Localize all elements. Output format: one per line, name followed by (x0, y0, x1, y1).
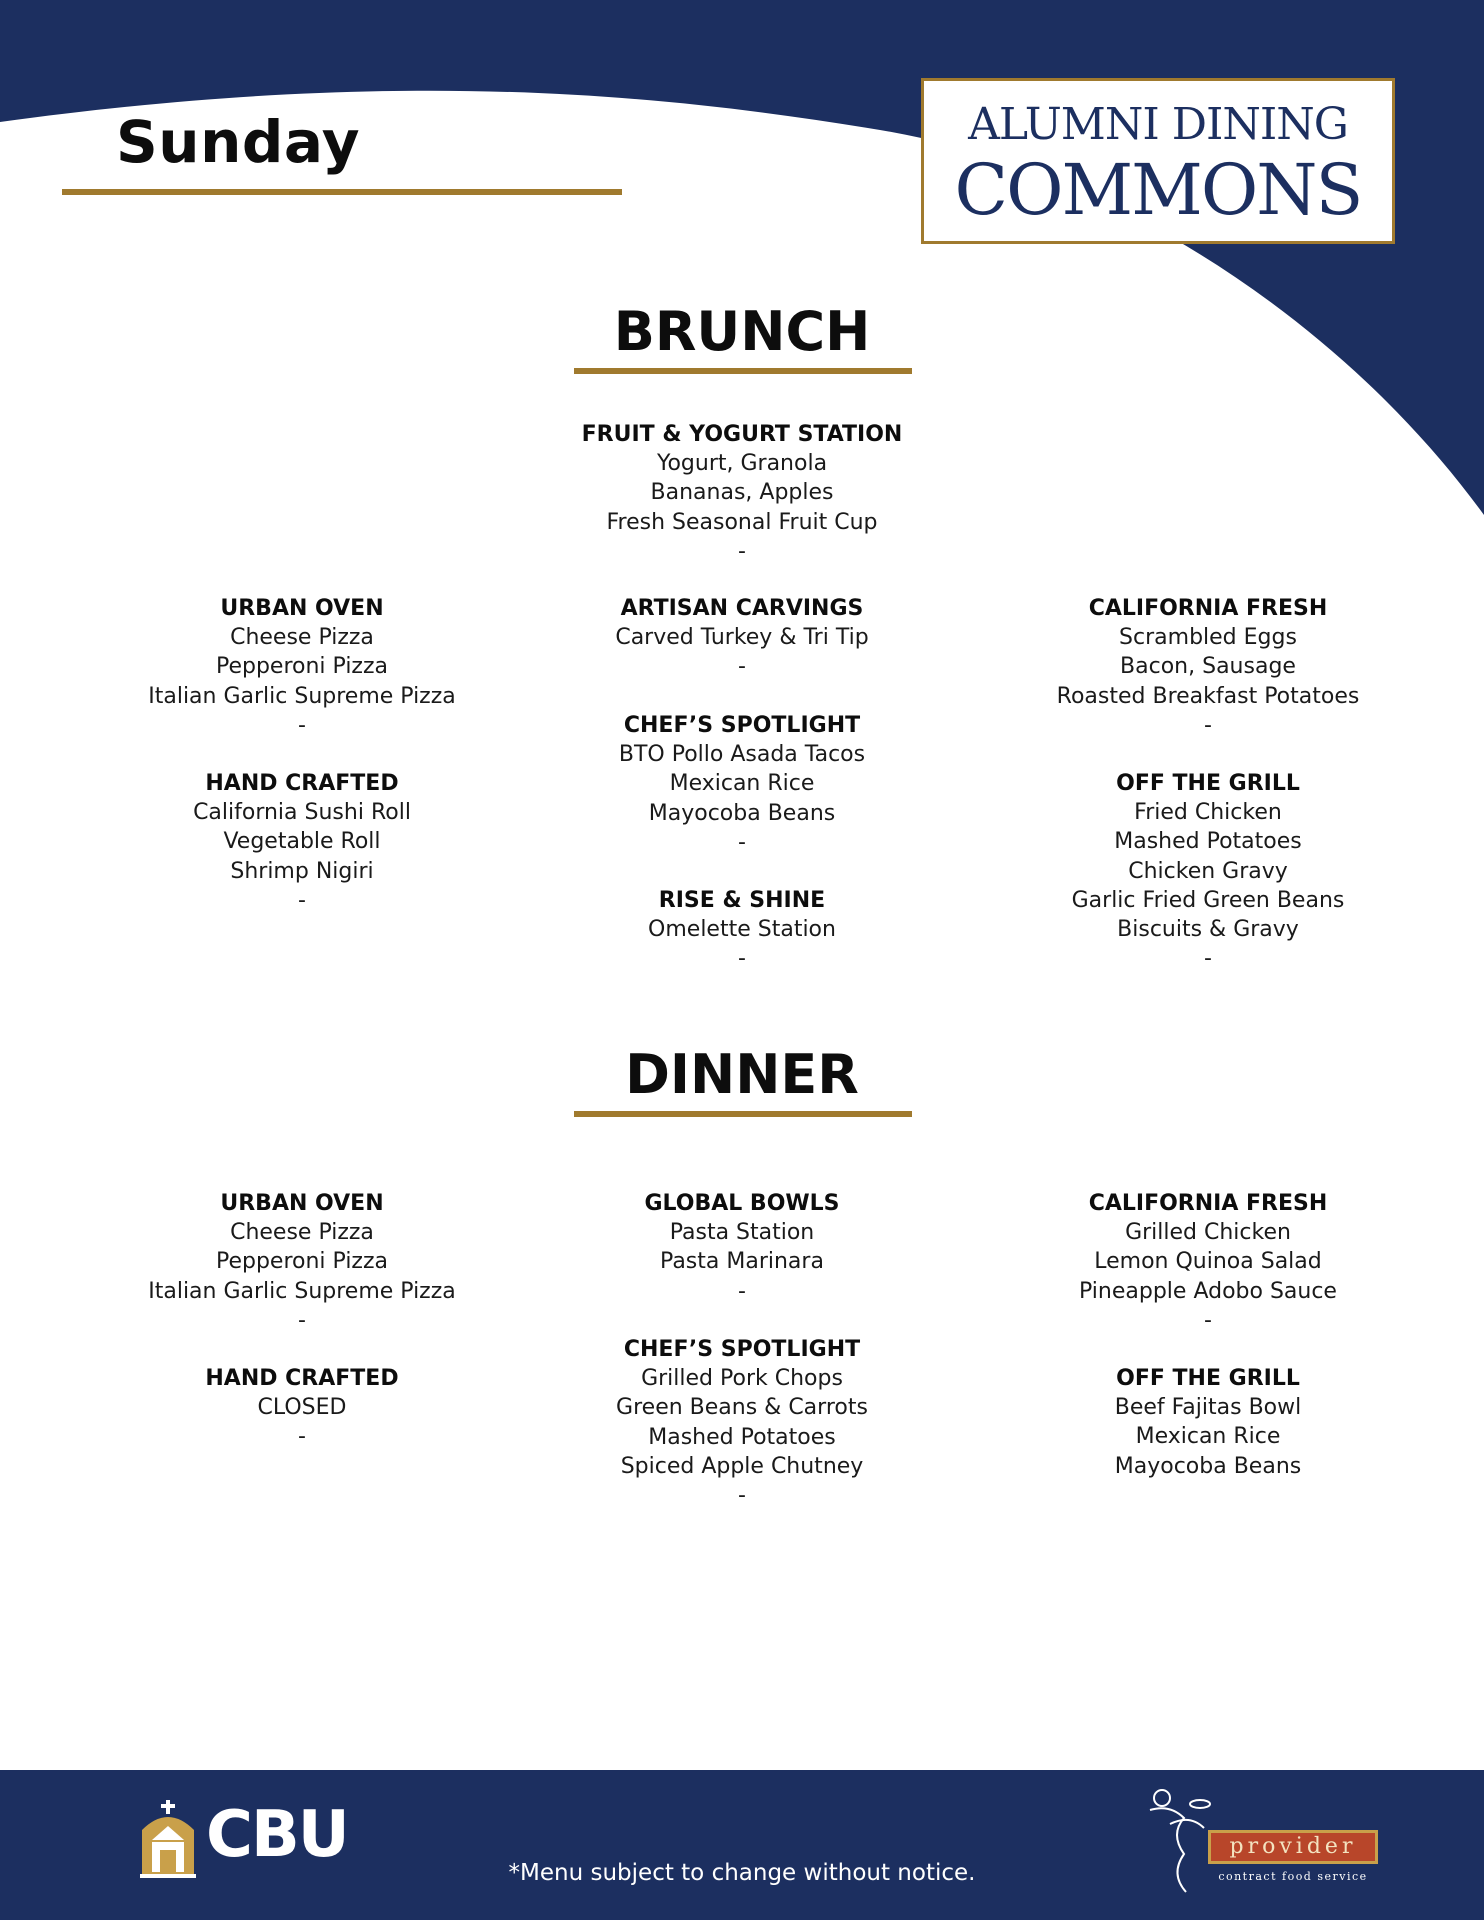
menu-item: Cheese Pizza (230, 625, 374, 651)
station-name: HAND CRAFTED (205, 1366, 399, 1391)
menu-item: Pepperoni Pizza (215, 1249, 389, 1275)
menu-disclaimer: *Menu subject to change without notice. (508, 1860, 976, 1886)
menu-item: - (738, 654, 746, 680)
menu-item: - (298, 1307, 306, 1333)
menu-item: BTO Pollo Asada Tacos (618, 742, 866, 768)
station-fruit-yogurt (512, 420, 972, 566)
brunch-underline (574, 368, 912, 374)
menu-item: - (1204, 1307, 1212, 1333)
station-chefs-spotlight-dinner (512, 1335, 972, 1510)
station-name: OFF THE GRILL (1116, 1366, 1300, 1391)
menu-item: Carved Turkey & Tri Tip (615, 625, 869, 651)
station-urban-oven-brunch (72, 594, 532, 740)
menu-item: - (738, 1483, 746, 1509)
footer (0, 1770, 1484, 1920)
station-name: CALIFORNIA FRESH (1088, 596, 1328, 621)
menu-item: Roasted Breakfast Potatoes (1056, 683, 1360, 709)
menu-item: Green Beans & Carrots (616, 1395, 868, 1421)
station-name: GLOBAL BOWLS (644, 1191, 840, 1216)
menu-item: - (738, 1278, 746, 1304)
menu-item: - (1204, 712, 1212, 738)
station-name: RISE & SHINE (658, 888, 826, 913)
cbu-wordmark: CBU (206, 1798, 348, 1872)
station-name: URBAN OVEN (220, 596, 384, 621)
station-name: CALIFORNIA FRESH (1088, 1191, 1328, 1216)
menu-item: Mexican Rice (669, 771, 815, 797)
menu-item: - (1204, 946, 1212, 972)
menu-item: Cheese Pizza (230, 1220, 374, 1246)
menu-item: Beef Fajitas Bowl (1114, 1395, 1302, 1421)
menu-item: Pasta Station (669, 1220, 815, 1246)
menu-item: Yogurt, Granola (656, 451, 828, 477)
alumni-dining-commons-logo (921, 78, 1395, 244)
station-chefs-spotlight-brunch (512, 711, 972, 857)
menu-item: Mexican Rice (1135, 1424, 1281, 1450)
menu-item: Pasta Marinara (660, 1249, 824, 1275)
menu-item: Garlic Fried Green Beans (1071, 887, 1345, 913)
provider-wordmark: provider (1208, 1830, 1378, 1864)
menu-item: Pineapple Adobo Sauce (1079, 1278, 1337, 1304)
menu-item: Shrimp Nigiri (230, 858, 374, 884)
station-name: CHEF’S SPOTLIGHT (623, 1337, 861, 1362)
menu-item: Grilled Chicken (1125, 1220, 1291, 1246)
station-california-fresh-brunch (978, 594, 1438, 740)
menu-item: Scrambled Eggs (1119, 625, 1297, 651)
station-name: URBAN OVEN (220, 1191, 384, 1216)
station-off-the-grill-dinner (978, 1364, 1438, 1481)
menu-item: Mashed Potatoes (648, 1424, 836, 1450)
station-name: OFF THE GRILL (1116, 771, 1300, 796)
menu-item: Spiced Apple Chutney (620, 1453, 864, 1479)
menu-item: - (298, 887, 306, 913)
station-name: ARTISAN CARVINGS (620, 596, 864, 621)
station-name: CHEF’S SPOTLIGHT (623, 713, 861, 738)
provider-tagline: contract food service (1218, 1870, 1368, 1883)
menu-item: Omelette Station (648, 917, 836, 943)
menu-item: - (738, 829, 746, 855)
menu-item: Chicken Gravy (1128, 858, 1288, 884)
menu-item: Vegetable Roll (223, 829, 381, 855)
logo-line-2: COMMONS (954, 149, 1362, 231)
menu-item: Mashed Potatoes (1114, 829, 1302, 855)
menu-item: Grilled Pork Chops (641, 1366, 843, 1392)
day-underline (62, 189, 622, 195)
menu-item: Biscuits & Gravy (1117, 917, 1299, 943)
dinner-title: DINNER (625, 1043, 859, 1106)
menu-item: - (738, 946, 746, 972)
menu-item: Mayocoba Beans (1114, 1453, 1302, 1479)
menu-item: - (298, 712, 306, 738)
menu-item: Italian Garlic Supreme Pizza (148, 683, 456, 709)
menu-item: Fried Chicken (1134, 800, 1282, 826)
logo-line-1: ALUMNI DINING (968, 99, 1348, 150)
menu-item: Bananas, Apples (650, 480, 834, 506)
menu-item: - (298, 1424, 306, 1450)
station-urban-oven-dinner (72, 1189, 532, 1335)
menu-item: Italian Garlic Supreme Pizza (148, 1278, 456, 1304)
menu-item: CLOSED (257, 1395, 347, 1421)
menu-item: Fresh Seasonal Fruit Cup (606, 509, 878, 535)
station-global-bowls (512, 1189, 972, 1306)
menu-item: Lemon Quinoa Salad (1094, 1249, 1322, 1275)
station-rise-shine (512, 886, 972, 974)
station-artisan-carvings (512, 594, 972, 682)
menu-item: California Sushi Roll (193, 800, 411, 826)
station-name: FRUIT & YOGURT STATION (581, 422, 903, 447)
station-off-the-grill-brunch (978, 769, 1438, 973)
menu-item: Bacon, Sausage (1120, 654, 1296, 680)
day-title: Sunday (116, 108, 361, 176)
menu-item: Mayocoba Beans (648, 800, 836, 826)
menu-item: Pepperoni Pizza (215, 654, 389, 680)
dinner-underline (574, 1111, 912, 1117)
station-california-fresh-dinner (978, 1189, 1438, 1335)
station-hand-crafted-dinner (72, 1364, 532, 1452)
menu-item: - (738, 538, 746, 564)
station-name: HAND CRAFTED (205, 771, 399, 796)
station-hand-crafted-brunch (72, 769, 532, 915)
brunch-title: BRUNCH (613, 300, 871, 363)
